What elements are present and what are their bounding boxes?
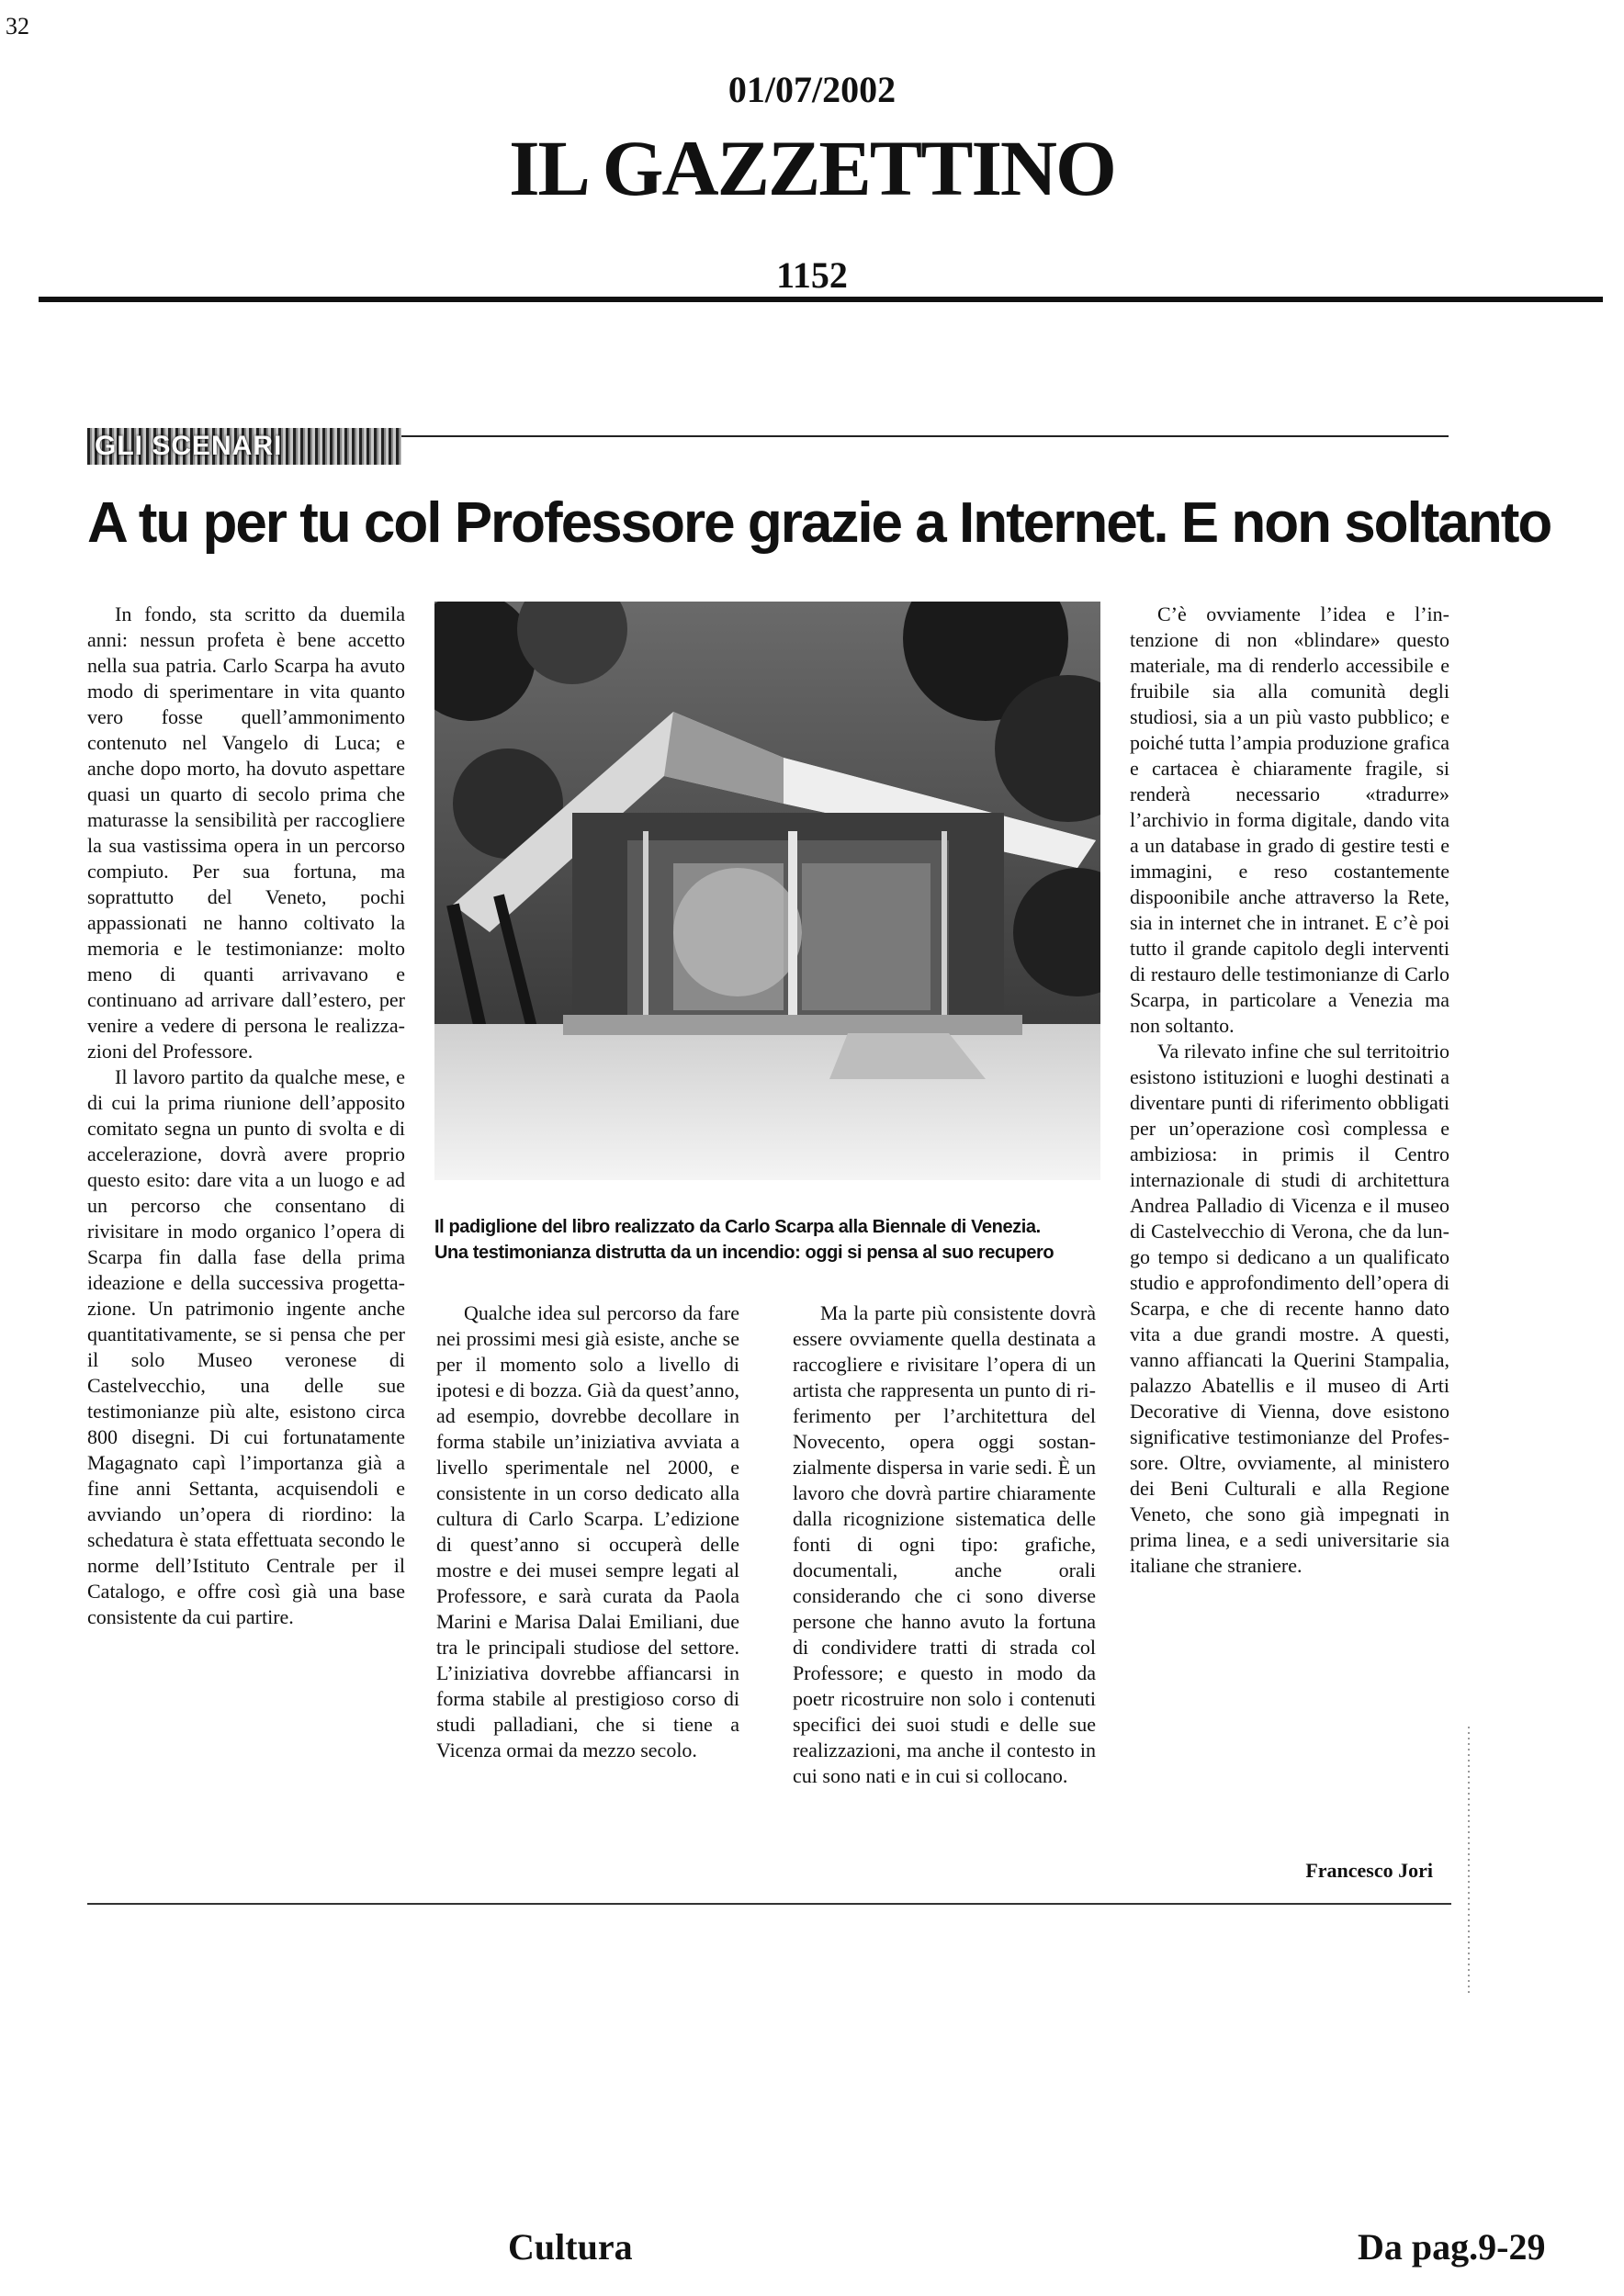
clipping-code: 1152 [776, 254, 848, 296]
paragraph: Il lavoro partito da qualche mese, e di cui la prima riunione dell’apposito comitato segna un punto di svolta e di accelerazione, dovrà avere proprio questo esito: dare vita a un luogo e ad un percorso che consentano di rivisitare in modo organico l’opera di Scarpa fin dalla fase della prima ideazione e della successiva progettazione. Un patrimonio ingente anche quantitativamente, se si pensa che per il solo Museo veronese di Castelvecchio, una delle sue testimonianze più alte, esistono circa 800 disegni. Di cui fortunatamente Magagnato capì l’importanza già a fine anni Settanta, acquisendoli e avviando un’opera di riordino: la schedatura è stata effettuata secondo le norme dell’Istituto Centrale per il Catalogo, e offre così già una base consistente da cui partire. [87, 1065, 405, 1628]
page-number: 32 [6, 13, 29, 39]
clipping-header [0, 64, 1624, 301]
footer-page-reference: Da pag.9-29 [1358, 2226, 1546, 2268]
section-label: GLI SCENARI [87, 428, 401, 465]
caption-line: Una testimonianza distrutta da un incendio: oggi si pensa al suo recupero [434, 1243, 1054, 1263]
article-column-4 [1130, 602, 1449, 1579]
footer-section: Cultura [508, 2226, 633, 2268]
clipping-date: 01/07/2002 [727, 69, 897, 110]
paragraph: Va rilevato infine che sul territoitrio esistono istituzioni e luoghi destinati a diventare punti di riferimento obbligati per un’operazione così complessa e ambiziosa: in primis il Centro internazionale di studi di architettura Andrea Palladio di Vicenza e il museo di Castelvecchio di Verona, che da lungo tempo si dedicano a un qualificato studio e approfondimento dell’opera di Scarpa, e che di recente hanno dato vita a due grandi mostre. A questi, vanno affiancati la Querini Stampalia, palazzo Abatellis e il museo di Arti Decorative di Vienna, dove esistono significative testimonianze del Professore. Oltre, ovviamente, al ministero dei Beni Culturali e alla Regione Veneto, che sono già impegnati in prima linea, e a sedi universitarie sia italiane che straniere. [1130, 1040, 1449, 1577]
section-divider [401, 435, 1449, 437]
article-column-2 [436, 1300, 739, 1763]
caption-line: Il padiglione del libro realizzato da Carlo Scarpa alla Biennale di Venezia. [434, 1217, 1041, 1237]
paragraph: C’è ovviamente l’idea e l’intenzione di non «blindare» questo materiale, ma di renderlo accessibile e fruibile sia alla comunità degli studiosi, sia a un più vasto pubblico; e poiché tutta l’ampia produzione grafica e cartacea è chiaramente fragile, si renderà necessario «tradurre» l’archivio in forma digitale, dando vita a un database in grado di gestire testi e immagini, e reso costantemente dispoonibile anche attraverso la Rete, sia in internet che in intranet. E c’è poi tutto il grande capitolo degli interventi di restauro delle testimonianze di Carlo Scarpa, in particolare a Venezia ma non soltanto. [1130, 602, 1449, 1037]
article-column-1 [87, 602, 405, 1630]
newspaper-name: IL GAZZETTINO [509, 124, 1115, 212]
article-author: Francesco Jori [1305, 1859, 1433, 1882]
photo-caption [434, 1214, 1133, 1266]
scan-edge-mark [1468, 1727, 1470, 1993]
paragraph: In fondo, sta scritto da duemila anni: nessun profeta è bene accetto nella sua patria. Carlo Scarpa ha avuto modo di sperimentare in vita quanto vero fosse quell’ammonimento contenuto nel Vangelo di Luca; e anche dopo morto, ha dovuto aspettare quasi un quarto di secolo prima che maturasse la sensibilità per raccogliere la sua vastissima opera in un percorso compiuto. Per sua fortuna, ma soprattutto del Veneto, pochi appassionati ne hanno coltivato la memoria e le testimonianze: molto meno di quanti arrivavano e continuano ad arrivare dall’estero, per venire a vedere di persona le realizzazioni del Professore. [87, 602, 405, 1063]
article-headline: A tu per tu col Professore grazie a Internet. E non soltanto [87, 491, 1551, 555]
pavilion-photo [434, 602, 1100, 1180]
article-bottom-divider [87, 1903, 1451, 1905]
paragraph: Qualche idea sul percorso da fare nei prossimi mesi già esiste, anche se per il momento solo a livello di ipotesi e di bozza. Già da quest’anno, ad esempio, dovrebbe decollare in forma stabile un’iniziativa avviata a livello sperimentale nel 2000, e consistente in un corso dedicato alla cultura di Carlo Scarpa. L’edizione di quest’anno si occuperà delle mostre e dei musei sempre legati al Professore, e sarà curata da Paola Marini e Marisa Dalai Emiliani, due tra le principali studiose del settore. L’iniziativa dovrebbe affiancarsi in forma stabile al prestigioso corso di studi palladiani, che si tiene a Vicenza ormai da mezzo secolo. [436, 1301, 739, 1761]
article-column-3 [793, 1300, 1096, 1789]
paragraph: Ma la parte più consistente dovrà essere ovviamente quella destinata a raccogliere e rivisitare l’opera di un artista che rappresenta un punto di riferimento per l’architettura del Novecento, opera oggi sostanzialmente dispersa in varie sedi. È un lavoro che dovrà partire chiaramente dalla ricognizione sistematica delle fonti di ogni tipo: grafiche, documentali, anche orali considerando che ci sono diverse persone che hanno avuto la fortuna di condividere tratti di strada col Professore; e questo in modo da poetr ricostruire non solo i contenuti specifici dei suoi studi e delle sue realizzazioni, ma anche il contesto in cui sono nati e in cui si collocano. [793, 1301, 1096, 1787]
header-divider [39, 297, 1603, 302]
